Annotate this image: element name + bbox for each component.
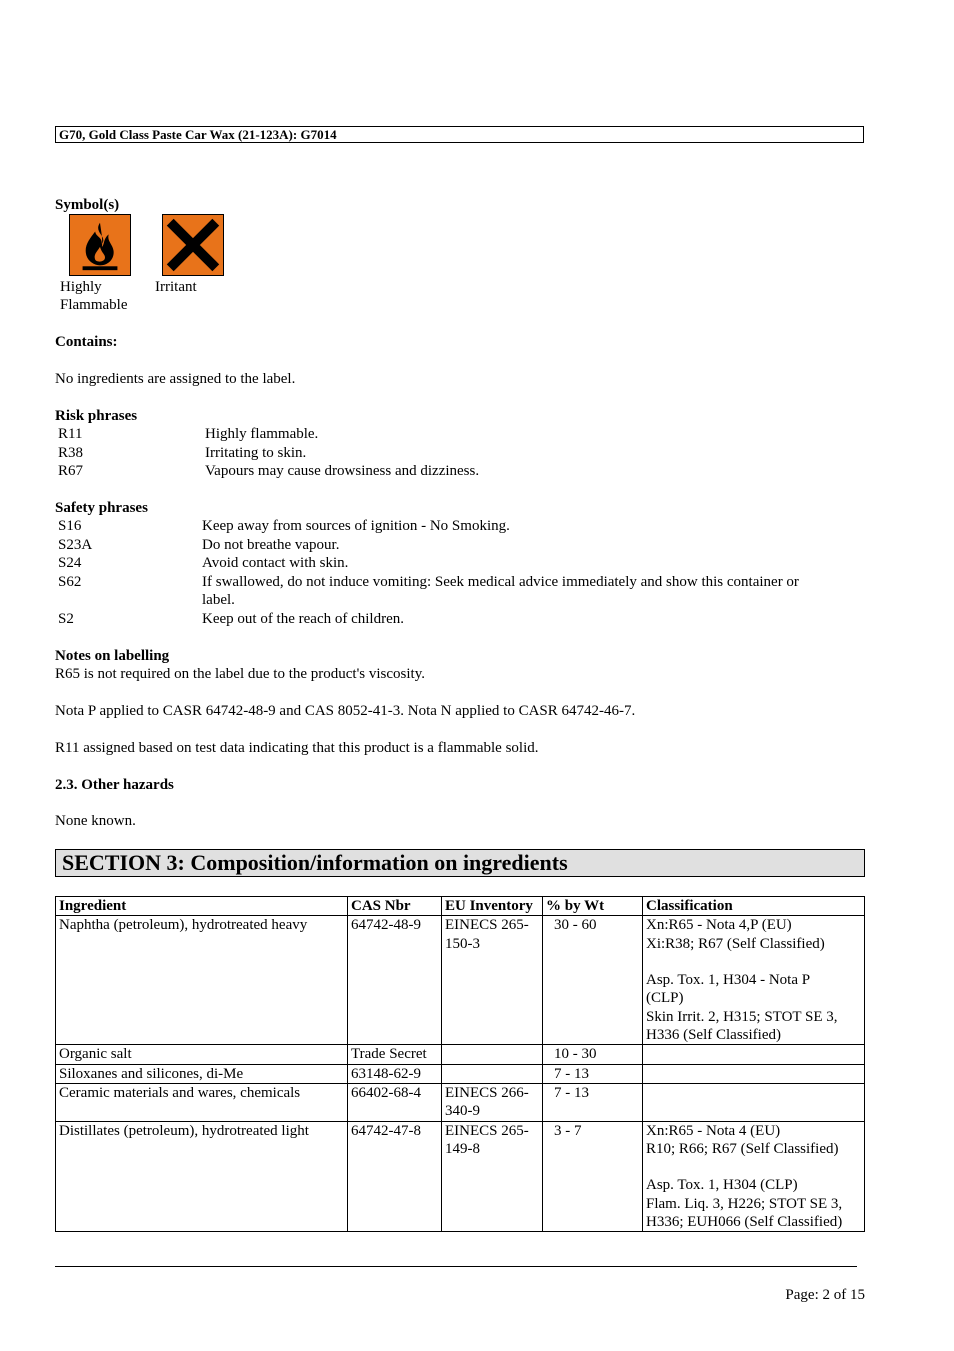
safety-phrases-heading: Safety phrases bbox=[55, 500, 148, 516]
other-hazards-text: None known. bbox=[55, 813, 136, 829]
classification-cell bbox=[643, 1064, 865, 1083]
eu-inventory-cell: EINECS 266- 340-9 bbox=[442, 1083, 543, 1121]
column-header-percent: % by Wt bbox=[543, 897, 643, 916]
note-line: Nota P applied to CASR 64742-48-9 and CAS 8052-41-3. Nota N applied to CASR 64742-46-7. bbox=[55, 703, 636, 719]
eu-inventory-cell: EINECS 265- 149-8 bbox=[442, 1121, 543, 1232]
percent-cell: 30 - 60 bbox=[543, 916, 643, 1045]
safety-phrase-code: S24 bbox=[58, 555, 82, 571]
page-number: Page: 2 of 15 bbox=[785, 1287, 865, 1303]
safety-phrase-text: Do not breathe vapour. bbox=[202, 537, 340, 553]
table-header-row bbox=[56, 897, 865, 916]
percent-cell: 10 - 30 bbox=[543, 1045, 643, 1064]
eu-inventory-cell bbox=[442, 1045, 543, 1064]
symbol-label-flammable-line2: Flammable bbox=[60, 297, 128, 313]
column-header-cas: CAS Nbr bbox=[348, 897, 442, 916]
classification-cell: Xn:R65 - Nota 4 (EU) R10; R66; R67 (Self Classified) Asp. Tox. 1, H304 (CLP) Flam. Liq. 3, H226; STOT SE 3, H336; EUH066 (Self Classified) bbox=[643, 1121, 865, 1232]
risk-phrase-text: Irritating to skin. bbox=[205, 445, 307, 461]
symbols-heading: Symbol(s) bbox=[55, 197, 120, 213]
safety-phrase-text: Keep out of the reach of children. bbox=[202, 611, 404, 627]
table-row bbox=[56, 1045, 865, 1064]
safety-phrase-text: Keep away from sources of ignition - No Smoking. bbox=[202, 518, 510, 534]
cas-cell: 63148-62-9 bbox=[348, 1064, 442, 1083]
note-line: R65 is not required on the label due to the product's viscosity. bbox=[55, 666, 425, 682]
risk-phrase-code: R11 bbox=[58, 426, 83, 442]
safety-phrase-code: S2 bbox=[58, 611, 74, 627]
classification-cell bbox=[643, 1045, 865, 1064]
percent-cell: 3 - 7 bbox=[543, 1121, 643, 1232]
eu-inventory-cell bbox=[442, 1064, 543, 1083]
column-header-eu-inventory: EU Inventory bbox=[442, 897, 543, 916]
column-header-classification: Classification bbox=[643, 897, 865, 916]
cas-cell: 66402-68-4 bbox=[348, 1083, 442, 1121]
ingredient-cell: Organic salt bbox=[56, 1045, 348, 1064]
notes-heading: Notes on labelling bbox=[55, 648, 170, 664]
flame-icon bbox=[69, 214, 131, 276]
symbol-label-flammable-line1: Highly bbox=[60, 279, 102, 295]
ingredients-table bbox=[55, 896, 865, 1232]
contains-text: No ingredients are assigned to the label. bbox=[55, 371, 296, 387]
percent-cell: 7 - 13 bbox=[543, 1083, 643, 1121]
risk-phrase-text: Vapours may cause drowsiness and dizziness. bbox=[205, 463, 480, 479]
safety-phrase-text-continued: label. bbox=[202, 592, 235, 608]
eu-inventory-cell: EINECS 265- 150-3 bbox=[442, 916, 543, 1045]
table-row bbox=[56, 1083, 865, 1121]
table-row bbox=[56, 1121, 865, 1232]
symbol-label-irritant: Irritant bbox=[155, 279, 197, 295]
safety-phrase-text: Avoid contact with skin. bbox=[202, 555, 349, 571]
percent-cell: 7 - 13 bbox=[543, 1064, 643, 1083]
classification-cell bbox=[643, 1083, 865, 1121]
safety-phrase-text: If swallowed, do not induce vomiting: Seek medical advice immediately and show this container or bbox=[202, 574, 799, 590]
column-header-ingredient: Ingredient bbox=[56, 897, 348, 916]
risk-phrase-text: Highly flammable. bbox=[205, 426, 319, 442]
table-row bbox=[56, 916, 865, 1045]
risk-phrase-code: R67 bbox=[58, 463, 84, 479]
contains-heading: Contains: bbox=[55, 334, 118, 350]
cross-icon bbox=[162, 214, 224, 276]
cas-cell: 64742-47-8 bbox=[348, 1121, 442, 1232]
cas-cell: Trade Secret bbox=[348, 1045, 442, 1064]
ingredient-cell: Siloxanes and silicones, di-Me bbox=[56, 1064, 348, 1083]
document-header: G70, Gold Class Paste Car Wax (21-123A): G7014 bbox=[55, 126, 864, 143]
safety-phrase-code: S62 bbox=[58, 574, 82, 590]
safety-phrase-code: S16 bbox=[58, 518, 82, 534]
table-row bbox=[56, 1064, 865, 1083]
note-line: R11 assigned based on test data indicating that this product is a flammable solid. bbox=[55, 740, 539, 756]
other-hazards-heading: 2.3. Other hazards bbox=[55, 777, 174, 793]
section-3-title: SECTION 3: Composition/information on ingredients bbox=[55, 849, 865, 877]
safety-phrase-code: S23A bbox=[58, 537, 93, 553]
classification-cell: Xn:R65 - Nota 4,P (EU) Xi:R38; R67 (Self Classified) Asp. Tox. 1, H304 - Nota P (CLP) Skin Irrit. 2, H315; STOT SE 3, H336 (Self Classified) bbox=[643, 916, 865, 1045]
ingredient-cell: Distillates (petroleum), hydrotreated light bbox=[56, 1121, 348, 1232]
ingredient-cell: Ceramic materials and wares, chemicals bbox=[56, 1083, 348, 1121]
cas-cell: 64742-48-9 bbox=[348, 916, 442, 1045]
ingredient-cell: Naphtha (petroleum), hydrotreated heavy bbox=[56, 916, 348, 1045]
risk-phrases-heading: Risk phrases bbox=[55, 408, 138, 424]
risk-phrase-code: R38 bbox=[58, 445, 84, 461]
footer-divider bbox=[55, 1266, 857, 1267]
